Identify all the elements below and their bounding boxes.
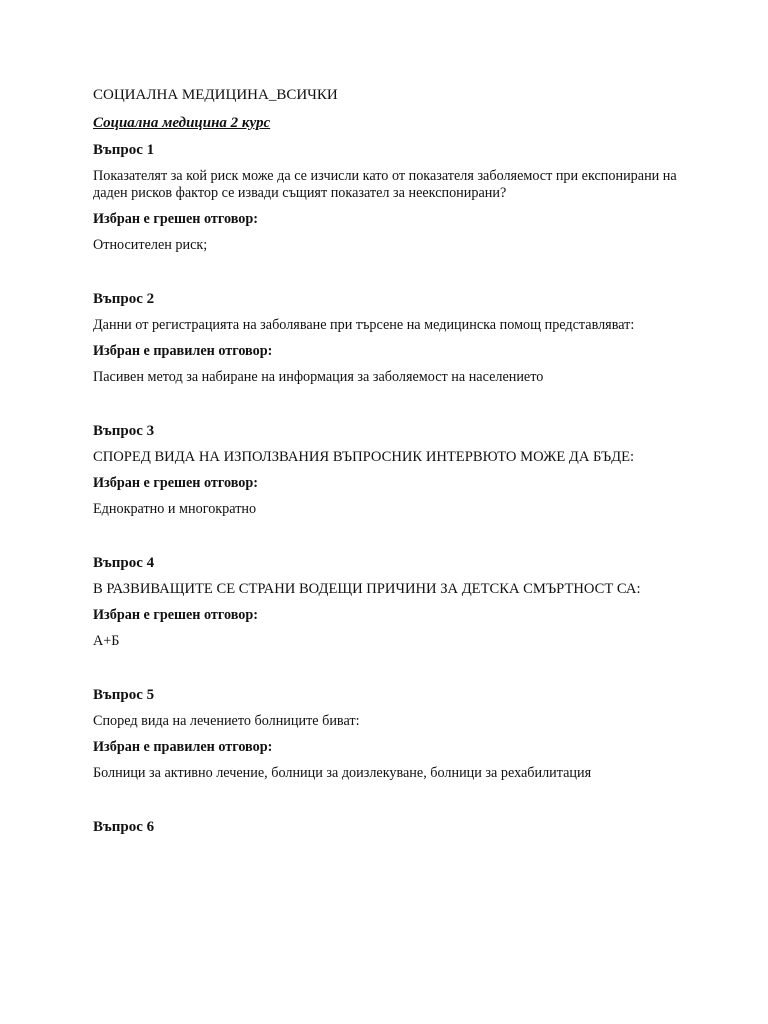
- question-text: Показателят за кой риск може да се изчисли като от показателя заболяемост при експонирани на даден рисков фактор се извади същият показател за неекспонирани?: [93, 168, 677, 201]
- document-page: [93, 86, 683, 845]
- selected-answer: Еднократно и многократно: [93, 501, 257, 517]
- question-heading: Въпрос 2: [93, 291, 155, 307]
- question-heading: Въпрос 5: [93, 687, 155, 703]
- answer-status: Избран е правилен отговор:: [93, 739, 273, 755]
- answer-status: Избран е грешен отговор:: [93, 607, 258, 623]
- selected-answer: А+Б: [93, 633, 120, 649]
- question-block: [93, 686, 683, 782]
- selected-answer: Пасивен метод за набиране на информация за заболяемост на населението: [93, 369, 544, 385]
- document-title: СОЦИАЛНА МЕДИЦИНА_ВСИЧКИ: [93, 87, 338, 103]
- question-heading: Въпрос 6: [93, 819, 155, 835]
- document-subtitle: Социална медицина 2 курс: [93, 115, 271, 131]
- question-block: [93, 290, 683, 386]
- question-heading: Въпрос 4: [93, 555, 155, 571]
- answer-status: Избран е грешен отговор:: [93, 211, 258, 227]
- answer-status: Избран е правилен отговор:: [93, 343, 273, 359]
- question-block: [93, 141, 683, 254]
- question-text: Според вида на лечението болниците биват:: [93, 713, 360, 729]
- answer-status: Избран е грешен отговор:: [93, 475, 258, 491]
- question-text: СПОРЕД ВИДА НА ИЗПОЛЗВАНИЯ ВЪПРОСНИК ИНТЕРВЮТО МОЖЕ ДА БЪДЕ:: [93, 449, 635, 465]
- question-block: [93, 422, 683, 518]
- selected-answer: Относителен риск;: [93, 237, 208, 253]
- selected-answer: Болници за активно лечение, болници за доизлекуване, болници за рехабилитация: [93, 765, 592, 781]
- question-heading: Въпрос 3: [93, 423, 155, 439]
- question-text: Данни от регистрацията на заболяване при търсене на медицинска помощ представляват:: [93, 317, 635, 333]
- question-block: [93, 554, 683, 650]
- question-text: В РАЗВИВАЩИТЕ СЕ СТРАНИ ВОДЕЩИ ПРИЧИНИ ЗА ДЕТСКА СМЪРТНОСТ СА:: [93, 581, 641, 597]
- question-heading: Въпрос 1: [93, 142, 155, 158]
- question-block: [93, 818, 683, 836]
